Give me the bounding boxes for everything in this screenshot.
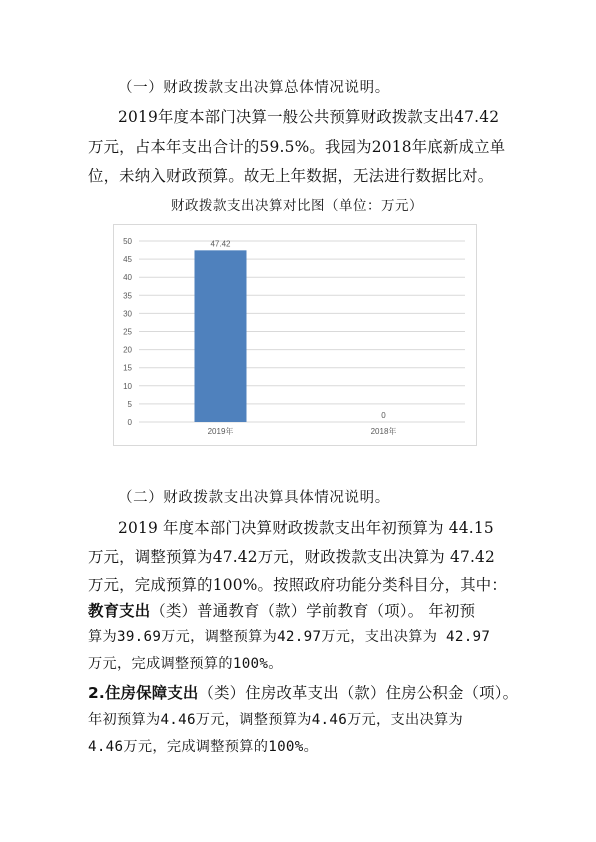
item1-line-2: 算为39.69万元，调整预算为42.97万元，支出决算为 42.97 — [88, 629, 491, 645]
section1-line-1: 2019年度本部门决算一般公共预算财政拨款支出47.42 — [118, 108, 500, 126]
section2-line-2: 万元，调整预算为47.42万元，财政拨款支出决算为 47.42 — [88, 548, 496, 566]
item2-line-2: 年初预算为4.46万元，调整预算为4.46万元，支出决算为 — [88, 712, 463, 728]
y-tick-label: 25 — [123, 327, 132, 337]
chart-border — [114, 225, 477, 446]
item2-bold-label: 2.住房保障支出 — [88, 684, 199, 702]
item1-bold-label: 教育支出 — [88, 602, 151, 620]
x-tick-label: 2018年 — [370, 427, 397, 436]
y-tick-label: 40 — [123, 273, 132, 283]
y-tick-label: 30 — [123, 309, 132, 319]
item1-rest: （类）普通教育（款）学前教育（项）。 年初预 — [150, 602, 476, 620]
y-tick-label: 20 — [123, 345, 132, 355]
y-tick-label: 0 — [127, 418, 132, 427]
item2-line-3: 4.46万元，完成调整预算的100%。 — [88, 739, 319, 755]
section2-heading: （二）财政拨款支出决算具体情况说明。 — [118, 490, 390, 506]
section2-line-3: 万元，完成预算的100%。按照政府功能分类科目分，其中： — [88, 576, 507, 594]
y-tick-label: 35 — [123, 291, 132, 301]
y-tick-label: 45 — [123, 255, 132, 265]
chart-title: 财政拨款支出决算对比图（单位：万元） — [171, 198, 423, 214]
data-label: 47.42 — [210, 239, 231, 249]
y-tick-label: 50 — [123, 237, 132, 246]
y-tick-label: 5 — [127, 399, 132, 409]
item1-line-3: 万元，完成调整预算的100%。 — [88, 656, 283, 672]
section1-line-3: 位，未纳入财政预算。故无上年数据，无法进行数据比对。 — [88, 167, 494, 185]
x-tick-label: 2019年 — [207, 427, 234, 436]
bar-chart — [113, 224, 477, 446]
item2-first-line — [88, 681, 518, 703]
y-tick-label: 10 — [123, 381, 132, 391]
item2-rest: （类）住房改革支出（款）住房公积金（项）。 — [198, 684, 519, 702]
y-tick-label: 15 — [123, 363, 132, 373]
data-label: 0 — [381, 411, 386, 420]
section2-line-1: 2019 年度本部门决算财政拨款支出年初预算为 44.15 — [118, 519, 494, 537]
section1-heading: （一）财政拨款支出决算总体情况说明。 — [118, 80, 390, 96]
item1-first-line — [88, 599, 475, 621]
section1-line-2: 万元，占本年支出合计的59.5%。我园为2018年底新成立单 — [88, 138, 506, 156]
bar — [195, 250, 247, 422]
